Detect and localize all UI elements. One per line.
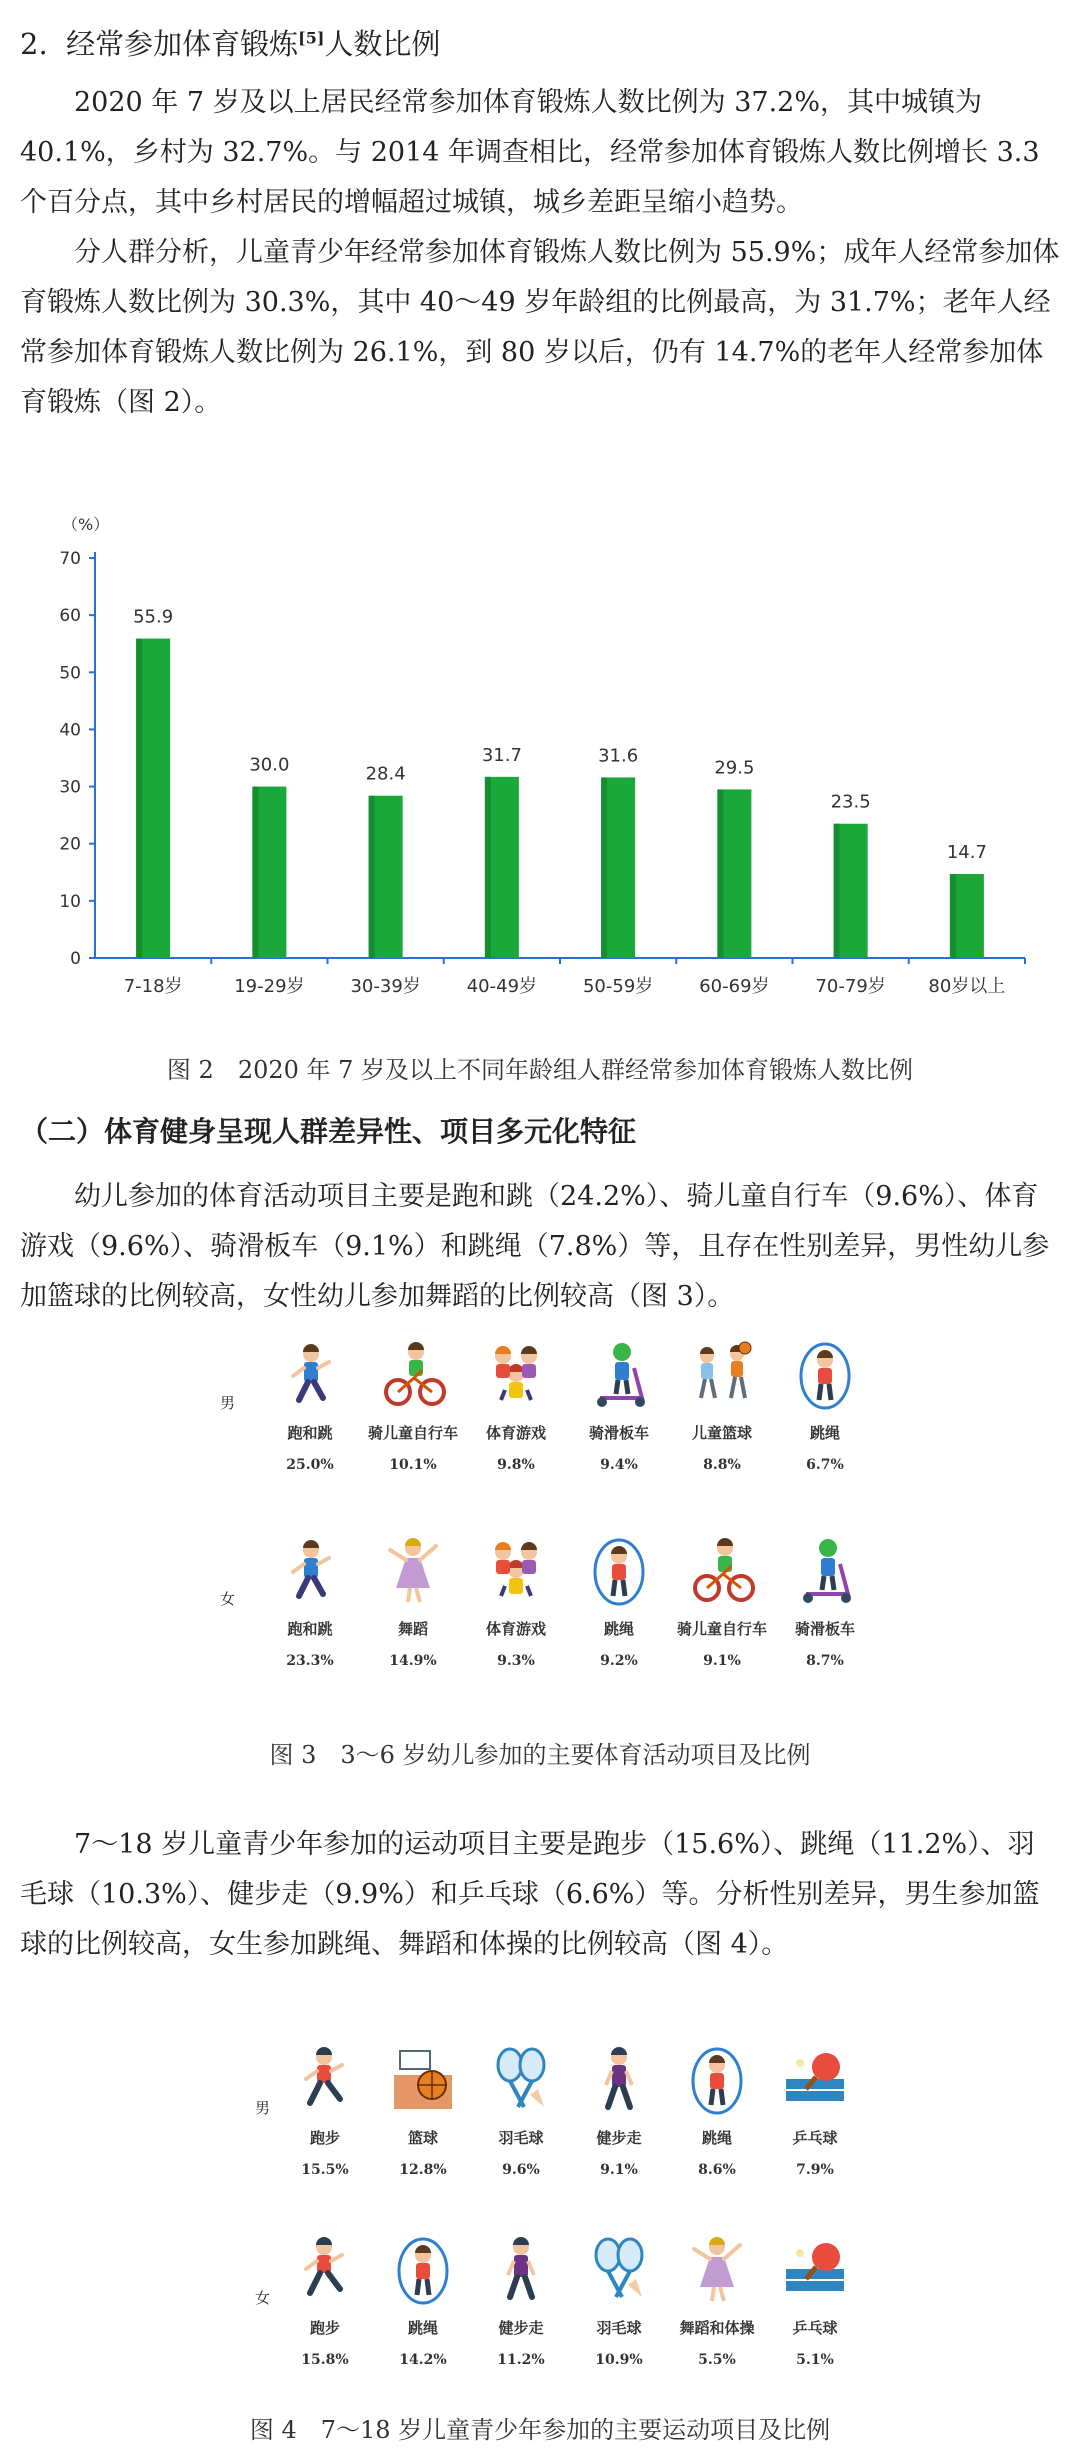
activity-name: 体育游戏 xyxy=(485,1424,546,1442)
jump-rope-icon xyxy=(682,2045,752,2115)
activity-percent: 14.9% xyxy=(389,1653,437,1669)
activity-name: 骑儿童自行车 xyxy=(676,1620,767,1638)
fig3-activity-item xyxy=(564,1536,674,1669)
x-tick-label: 70-79岁 xyxy=(815,976,886,997)
bar-shade xyxy=(834,824,840,958)
fig3-activity-item xyxy=(461,1536,571,1669)
bar-value-label: 23.5 xyxy=(830,791,871,813)
y-tick-label: 40 xyxy=(59,720,81,741)
bar-value-label: 55.9 xyxy=(133,606,174,628)
activity-name: 健步走 xyxy=(498,2319,544,2337)
fig3-row-male xyxy=(220,1340,880,1520)
activity-name: 跑和跳 xyxy=(287,1424,333,1442)
activity-percent: 5.1% xyxy=(796,2352,834,2368)
activity-name: 健步走 xyxy=(596,2129,642,2147)
activity-percent: 5.5% xyxy=(698,2352,736,2368)
activity-name: 篮球 xyxy=(407,2129,438,2147)
y-tick-label: 60 xyxy=(59,606,81,627)
activity-name: 跑步 xyxy=(309,2129,340,2147)
gender-label-male: 男 xyxy=(220,1394,236,1412)
activity-percent: 9.1% xyxy=(600,2162,638,2178)
fig4-activity-item xyxy=(270,2235,380,2368)
bar-shade xyxy=(252,787,258,958)
y-tick-label: 10 xyxy=(59,891,81,912)
x-tick-label: 19-29岁 xyxy=(234,976,305,997)
fig4-activity-item xyxy=(270,2045,380,2178)
activity-percent: 15.8% xyxy=(301,2352,349,2368)
group-game-icon xyxy=(481,1536,551,1606)
activity-name: 体育游戏 xyxy=(485,1620,546,1638)
fig4-activity-item xyxy=(368,2045,478,2178)
fig4-activity-item xyxy=(564,2235,674,2368)
walking-icon xyxy=(486,2235,556,2305)
activity-name: 舞蹈和体操 xyxy=(679,2319,755,2337)
activity-percent: 9.8% xyxy=(497,1457,535,1473)
gender-label-female: 女 xyxy=(255,2289,271,2307)
group-game-icon xyxy=(481,1340,551,1410)
fig4-row-male xyxy=(255,2045,855,2225)
fig4-activity-item xyxy=(466,2045,576,2178)
fig4-activity-item xyxy=(466,2235,576,2368)
y-tick-label: 30 xyxy=(59,777,81,798)
fig4-activity-item xyxy=(662,2045,772,2178)
activity-percent: 8.8% xyxy=(703,1457,741,1473)
x-tick-label: 50-59岁 xyxy=(582,976,654,997)
fig4-activity-item xyxy=(662,2235,772,2368)
y-tick-label: 70 xyxy=(59,549,81,569)
activity-name: 骑儿童自行车 xyxy=(367,1424,458,1442)
table-tennis-icon xyxy=(780,2235,850,2305)
badminton-icon xyxy=(486,2045,556,2115)
activity-percent: 7.9% xyxy=(796,2162,834,2178)
x-tick-label: 7-18岁 xyxy=(123,976,183,997)
y-tick-label: 50 xyxy=(59,663,81,684)
basketball-kids-icon xyxy=(687,1340,757,1410)
walking-icon xyxy=(584,2045,654,2115)
bar-value-label: 28.4 xyxy=(365,763,406,785)
bar-shade xyxy=(136,639,142,958)
activity-percent: 8.7% xyxy=(806,1653,844,1669)
y-unit-label: （%） xyxy=(62,515,110,534)
basketball-icon xyxy=(388,2045,458,2115)
footnote-ref[interactable]: [5] xyxy=(298,28,325,48)
badminton-icon xyxy=(584,2235,654,2305)
jump-rope-icon xyxy=(790,1340,860,1410)
scooter-icon xyxy=(584,1340,654,1410)
activity-name: 乒乓球 xyxy=(792,2129,838,2147)
bicycle-child-icon xyxy=(378,1340,448,1410)
activity-name: 跳绳 xyxy=(603,1620,634,1638)
paragraph-3: 幼儿参加的体育活动项目主要是跑和跳（24.2%）、骑儿童自行车（9.6%）、体育游戏（9.6%）、骑滑板车（9.1%）和跳绳（7.8%）等，且存在性别差异，男性幼儿参加篮球的比例较高，女性幼儿参加舞蹈的比例较高（图 3）。 xyxy=(20,1181,1050,1312)
activity-percent: 10.1% xyxy=(389,1457,437,1473)
bicycle-child-icon xyxy=(687,1536,757,1606)
activity-percent: 6.7% xyxy=(806,1457,844,1473)
section-heading xyxy=(20,22,440,63)
activity-name: 羽毛球 xyxy=(596,2319,642,2337)
fig3-activity-item xyxy=(667,1340,777,1473)
x-tick-label: 30-39岁 xyxy=(350,976,421,997)
section2-title: （二）体育健身呈现人群差异性、项目多元化特征 xyxy=(20,1115,637,1148)
fig3-activity-item xyxy=(667,1536,777,1669)
fig4-activity-item xyxy=(760,2235,870,2368)
fig3-activity-item xyxy=(770,1340,880,1473)
activity-percent: 12.8% xyxy=(399,2162,447,2178)
scooter-icon xyxy=(790,1536,860,1606)
jump-rope-icon xyxy=(584,1536,654,1606)
activity-percent: 11.2% xyxy=(497,2352,545,2368)
paragraph-1: 2020 年 7 岁及以上居民经常参加体育锻炼人数比例为 37.2%，其中城镇为 40.1%，乡村为 32.7%。与 2014 年调查相比，经常参加体育锻炼人数比例增长 3.3 个百分点，其中乡村居民的增幅超过城镇，城乡差距呈缩小趋势。 xyxy=(20,87,1040,218)
activity-name: 跳绳 xyxy=(809,1424,840,1442)
fig2-caption: 图 2 2020 年 7 岁及以上不同年龄组人群经常参加体育锻炼人数比例 xyxy=(166,1056,914,1084)
bar-shade xyxy=(601,777,607,958)
activity-percent: 9.4% xyxy=(600,1457,638,1473)
fig3-activity-item xyxy=(255,1340,365,1473)
activity-name: 骑滑板车 xyxy=(588,1424,649,1442)
running-child-icon xyxy=(275,1340,345,1410)
bar-shade xyxy=(950,874,956,958)
activity-percent: 9.3% xyxy=(497,1653,535,1669)
bar-shade xyxy=(369,796,375,958)
bar-value-label: 29.5 xyxy=(714,757,755,779)
activity-name: 乒乓球 xyxy=(792,2319,838,2337)
bar-shade xyxy=(717,789,723,958)
fig3-activity-item xyxy=(255,1536,365,1669)
gender-label-female: 女 xyxy=(220,1590,236,1608)
activity-percent: 10.9% xyxy=(595,2352,643,2368)
activity-name: 羽毛球 xyxy=(498,2129,544,2147)
y-tick-label: 0 xyxy=(70,949,81,969)
y-tick-label: 20 xyxy=(59,834,81,855)
activity-name: 跳绳 xyxy=(407,2319,438,2337)
fig3-row-female xyxy=(220,1536,880,1716)
fig4-activity-item xyxy=(760,2045,870,2178)
bar-value-label: 14.7 xyxy=(946,842,987,863)
jump-rope-icon xyxy=(388,2235,458,2305)
paragraph-4: 7～18 岁儿童青少年参加的运动项目主要是跑步（15.6%）、跳绳（11.2%）、羽毛球（10.3%）、健步走（9.9%）和乒乓球（6.6%）等。分析性别差异，男生参加篮球的比例较高，女生参加跳绳、舞蹈和体操的比例较高（图 4）。 xyxy=(20,1829,1040,1960)
fig3-activity-item xyxy=(461,1340,571,1473)
bar-value-label: 30.0 xyxy=(249,754,290,776)
heading-title: 经常参加体育锻炼 xyxy=(66,27,299,61)
activity-name: 跑和跳 xyxy=(287,1620,333,1638)
activity-name: 跳绳 xyxy=(701,2129,732,2147)
dance-icon xyxy=(682,2235,752,2305)
fig3-caption: 图 3 3～6 岁幼儿参加的主要体育活动项目及比例 xyxy=(269,1741,811,1769)
bar-chart xyxy=(0,500,1080,1040)
fig3-activity-item xyxy=(770,1536,880,1669)
x-tick-label: 60-69岁 xyxy=(699,976,770,997)
fig3-grid xyxy=(220,1340,880,1720)
fig4-grid xyxy=(255,2045,855,2405)
runner-icon xyxy=(290,2045,360,2115)
table-tennis-icon xyxy=(780,2045,850,2115)
fig4-caption: 图 4 7～18 岁儿童青少年参加的主要运动项目及比例 xyxy=(249,2416,831,2444)
x-tick-label: 80岁以上 xyxy=(928,976,1006,997)
activity-percent: 14.2% xyxy=(399,2352,447,2368)
activity-percent: 8.6% xyxy=(698,2162,736,2178)
gender-label-male: 男 xyxy=(255,2099,271,2117)
fig3-activity-item xyxy=(564,1340,674,1473)
activity-name: 儿童篮球 xyxy=(691,1424,752,1442)
activity-name: 骑滑板车 xyxy=(794,1620,855,1638)
activity-percent: 9.2% xyxy=(600,1653,638,1669)
fig4-row-female xyxy=(255,2235,855,2415)
heading-number: 2. xyxy=(20,27,48,61)
activity-name: 跑步 xyxy=(309,2319,340,2337)
bar-value-label: 31.7 xyxy=(481,744,522,766)
fig3-activity-item xyxy=(358,1536,468,1669)
activity-percent: 25.0% xyxy=(286,1457,334,1473)
activity-percent: 15.5% xyxy=(301,2162,349,2178)
fig4-activity-item xyxy=(368,2235,478,2368)
heading-title-end: 人数比例 xyxy=(324,27,441,61)
dance-icon xyxy=(378,1536,448,1606)
paragraph-2: 分人群分析，儿童青少年经常参加体育锻炼人数比例为 55.9%；成年人经常参加体育锻炼人数比例为 30.3%，其中 40～49 岁年龄组的比例最高，为 31.7%；老年人经常参加体育锻炼人数比例为 26.1%，到 80 岁以后，仍有 14.7%的老年人经常参加体育锻炼（图 2）。 xyxy=(20,237,1060,418)
running-child-icon xyxy=(275,1536,345,1606)
activity-percent: 23.3% xyxy=(286,1653,334,1669)
fig3-activity-item xyxy=(358,1340,468,1473)
fig4-activity-item xyxy=(564,2045,674,2178)
activity-percent: 9.1% xyxy=(703,1653,741,1669)
activity-name: 舞蹈 xyxy=(397,1620,428,1638)
activity-percent: 9.6% xyxy=(502,2162,540,2178)
bar-value-label: 31.6 xyxy=(598,745,639,767)
bar-shade xyxy=(485,777,491,958)
x-tick-label: 40-49岁 xyxy=(466,976,538,997)
runner-icon xyxy=(290,2235,360,2305)
